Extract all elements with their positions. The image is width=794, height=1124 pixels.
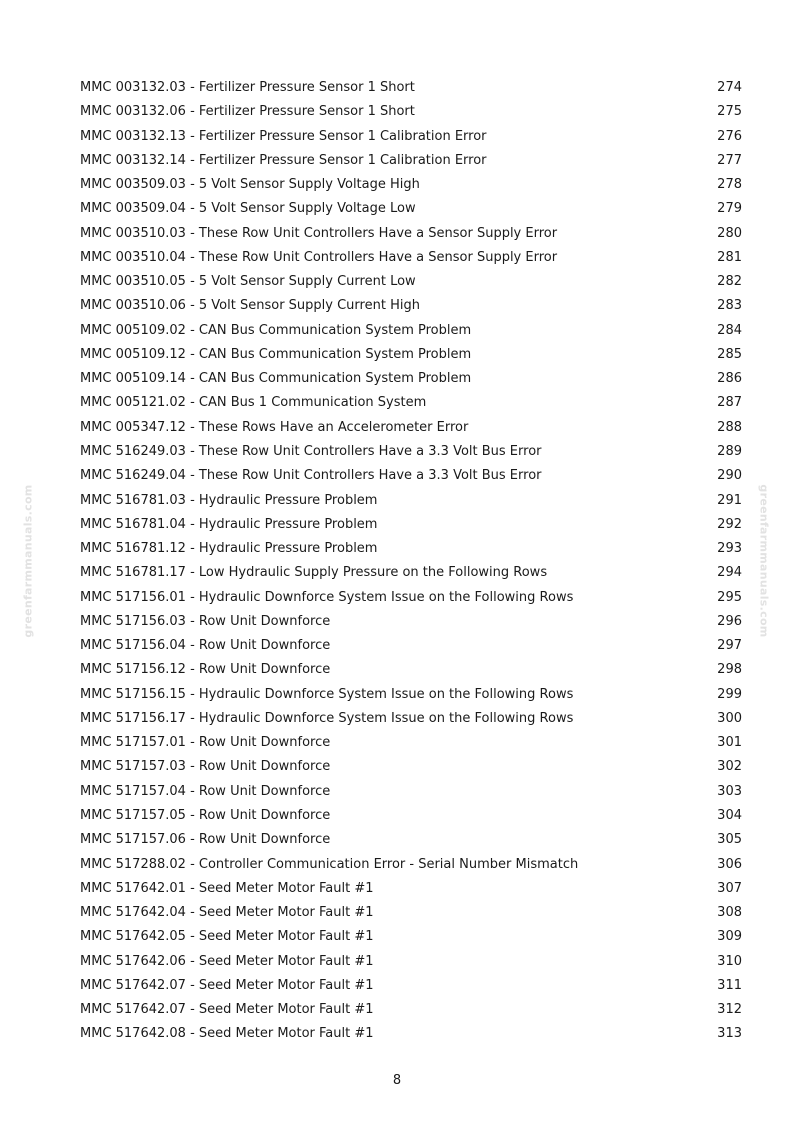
toc-entry-page: 305 xyxy=(717,832,742,848)
toc-entry[interactable] xyxy=(80,367,742,391)
toc-entry-title: MMC 517642.05 - Seed Meter Motor Fault #1 xyxy=(80,929,374,945)
toc-entry-title: MMC 003510.03 - These Row Unit Controllers Have a Sensor Supply Error xyxy=(80,225,558,241)
toc-entry-title: MMC 517642.07 - Seed Meter Motor Fault #1 xyxy=(80,1002,374,1018)
table-of-contents xyxy=(80,76,742,1047)
toc-entry-page: 285 xyxy=(717,346,742,362)
toc-entry[interactable] xyxy=(80,561,742,585)
toc-entry[interactable] xyxy=(80,76,742,100)
toc-entry-title: MMC 517156.03 - Row Unit Downforce xyxy=(80,613,331,629)
toc-entry-title: MMC 516249.04 - These Row Unit Controllers Have a 3.3 Volt Bus Error xyxy=(80,468,542,484)
toc-entry-title: MMC 003132.03 - Fertilizer Pressure Sensor 1 Short xyxy=(80,80,415,95)
toc-entry[interactable] xyxy=(80,270,742,294)
toc-entry[interactable] xyxy=(80,610,742,634)
toc-entry-page: 293 xyxy=(717,541,742,557)
toc-entry-title: MMC 517157.03 - Row Unit Downforce xyxy=(80,759,331,775)
toc-entry-title: MMC 517156.04 - Row Unit Downforce xyxy=(80,638,331,654)
toc-entry[interactable] xyxy=(80,755,742,779)
toc-entry-title: MMC 005109.12 - CAN Bus Communication System Problem xyxy=(80,346,472,362)
toc-entry-page: 311 xyxy=(717,977,742,993)
toc-entry[interactable] xyxy=(80,877,742,901)
toc-entry[interactable] xyxy=(80,804,742,828)
toc-entry[interactable] xyxy=(80,1022,742,1046)
toc-entry[interactable] xyxy=(80,998,742,1022)
toc-entry[interactable] xyxy=(80,100,742,124)
toc-entry-page: 294 xyxy=(717,565,742,581)
toc-entry[interactable] xyxy=(80,440,742,464)
toc-entry-page: 300 xyxy=(717,710,742,726)
toc-entry-page: 310 xyxy=(717,953,742,969)
toc-entry-page: 301 xyxy=(717,735,742,751)
toc-entry-title: MMC 003132.14 - Fertilizer Pressure Sensor 1 Calibration Error xyxy=(80,152,487,168)
toc-entry-page: 309 xyxy=(717,929,742,945)
toc-entry-page: 280 xyxy=(717,225,742,241)
toc-entry-title: MMC 005109.02 - CAN Bus Communication System Problem xyxy=(80,322,472,338)
toc-entry[interactable] xyxy=(80,197,742,221)
toc-entry-page: 295 xyxy=(717,589,742,605)
toc-entry[interactable] xyxy=(80,537,742,561)
toc-entry-title: MMC 516249.03 - These Row Unit Controllers Have a 3.3 Volt Bus Error xyxy=(80,443,542,459)
toc-entry-title: MMC 517642.07 - Seed Meter Motor Fault #1 xyxy=(80,977,374,993)
page-number: 8 xyxy=(392,1073,402,1088)
toc-entry-title: MMC 003509.04 - 5 Volt Sensor Supply Voltage Low xyxy=(80,201,416,217)
toc-entry-page: 313 xyxy=(717,1026,742,1042)
toc-entry[interactable] xyxy=(80,780,742,804)
toc-entry-title: MMC 516781.03 - Hydraulic Pressure Problem xyxy=(80,492,378,508)
toc-entry[interactable] xyxy=(80,683,742,707)
toc-entry-title: MMC 517288.02 - Controller Communication Error - Serial Number Mismatch xyxy=(80,856,579,872)
toc-entry-title: MMC 003132.13 - Fertilizer Pressure Sensor 1 Calibration Error xyxy=(80,128,487,144)
toc-entry-title: MMC 517642.01 - Seed Meter Motor Fault #1 xyxy=(80,880,374,896)
toc-entry-page: 303 xyxy=(717,783,742,799)
toc-entry-page: 298 xyxy=(717,662,742,678)
toc-entry[interactable] xyxy=(80,586,742,610)
toc-entry[interactable] xyxy=(80,925,742,949)
toc-entry-page: 296 xyxy=(717,613,742,629)
toc-entry-title: MMC 003510.06 - 5 Volt Sensor Supply Current High xyxy=(80,298,420,314)
toc-entry-title: MMC 005109.14 - CAN Bus Communication System Problem xyxy=(80,371,472,387)
toc-entry[interactable] xyxy=(80,707,742,731)
toc-entry-title: MMC 517642.08 - Seed Meter Motor Fault #1 xyxy=(80,1026,374,1042)
toc-entry[interactable] xyxy=(80,731,742,755)
toc-entry[interactable] xyxy=(80,246,742,270)
toc-entry-page: 290 xyxy=(717,468,742,484)
toc-entry-page: 279 xyxy=(717,201,742,217)
toc-entry[interactable] xyxy=(80,294,742,318)
toc-entry[interactable] xyxy=(80,513,742,537)
toc-entry-title: MMC 517642.06 - Seed Meter Motor Fault #1 xyxy=(80,953,374,969)
toc-entry[interactable] xyxy=(80,391,742,415)
toc-entry-page: 302 xyxy=(717,759,742,775)
toc-entry-page: 281 xyxy=(717,249,742,265)
toc-entry[interactable] xyxy=(80,489,742,513)
toc-entry-page: 276 xyxy=(717,128,742,144)
toc-entry-title: MMC 516781.04 - Hydraulic Pressure Problem xyxy=(80,516,378,532)
toc-entry-page: 308 xyxy=(717,905,742,921)
toc-entry-page: 274 xyxy=(717,80,742,95)
toc-entry-page: 284 xyxy=(717,322,742,338)
toc-entry-page: 288 xyxy=(717,419,742,435)
toc-entry-title: MMC 517156.17 - Hydraulic Downforce System Issue on the Following Rows xyxy=(80,710,574,726)
toc-entry[interactable] xyxy=(80,950,742,974)
toc-entry[interactable] xyxy=(80,464,742,488)
watermark-left-text: greenfarmmanuals.com xyxy=(21,484,35,638)
toc-entry-page: 306 xyxy=(717,856,742,872)
toc-entry-title: MMC 005121.02 - CAN Bus 1 Communication System xyxy=(80,395,427,411)
toc-entry-title: MMC 517157.01 - Row Unit Downforce xyxy=(80,735,331,751)
toc-entry-page: 307 xyxy=(717,880,742,896)
toc-entry[interactable] xyxy=(80,222,742,246)
toc-entry-title: MMC 003509.03 - 5 Volt Sensor Supply Voltage High xyxy=(80,177,420,193)
toc-entry[interactable] xyxy=(80,343,742,367)
toc-entry-title: MMC 517156.15 - Hydraulic Downforce System Issue on the Following Rows xyxy=(80,686,574,702)
toc-entry-page: 299 xyxy=(717,686,742,702)
toc-entry-page: 312 xyxy=(717,1002,742,1018)
toc-entry-page: 291 xyxy=(717,492,742,508)
toc-entry[interactable] xyxy=(80,658,742,682)
toc-entry-title: MMC 003510.05 - 5 Volt Sensor Supply Current Low xyxy=(80,274,416,290)
toc-entry[interactable] xyxy=(80,974,742,998)
toc-entry-page: 304 xyxy=(717,807,742,823)
toc-entry-title: MMC 517157.04 - Row Unit Downforce xyxy=(80,783,331,799)
toc-entry-page: 287 xyxy=(717,395,742,411)
toc-entry-page: 275 xyxy=(717,104,742,120)
watermark-right-text: greenfarmmanuals.com xyxy=(757,484,771,638)
toc-entry-page: 292 xyxy=(717,516,742,532)
toc-entry[interactable] xyxy=(80,125,742,149)
toc-entry[interactable] xyxy=(80,828,742,852)
toc-entry[interactable] xyxy=(80,149,742,173)
toc-entry-title: MMC 003132.06 - Fertilizer Pressure Sensor 1 Short xyxy=(80,104,415,120)
toc-entry-title: MMC 516781.17 - Low Hydraulic Supply Pressure on the Following Rows xyxy=(80,565,548,581)
toc-entry-title: MMC 516781.12 - Hydraulic Pressure Problem xyxy=(80,541,378,557)
toc-entry[interactable] xyxy=(80,853,742,877)
toc-entry-page: 283 xyxy=(717,298,742,314)
toc-entry[interactable] xyxy=(80,634,742,658)
toc-entry-title: MMC 517157.05 - Row Unit Downforce xyxy=(80,807,331,823)
toc-entry[interactable] xyxy=(80,319,742,343)
toc-entry-page: 278 xyxy=(717,177,742,193)
toc-entry-title: MMC 005347.12 - These Rows Have an Accelerometer Error xyxy=(80,419,469,435)
toc-entry-page: 297 xyxy=(717,638,742,654)
toc-entry[interactable] xyxy=(80,173,742,197)
toc-entry-page: 289 xyxy=(717,443,742,459)
toc-entry-title: MMC 003510.04 - These Row Unit Controllers Have a Sensor Supply Error xyxy=(80,249,558,265)
toc-entry-title: MMC 517157.06 - Row Unit Downforce xyxy=(80,832,331,848)
toc-entry[interactable] xyxy=(80,416,742,440)
toc-entry-page: 277 xyxy=(717,152,742,168)
toc-entry[interactable] xyxy=(80,901,742,925)
toc-entry-page: 282 xyxy=(717,274,742,290)
toc-entry-page: 286 xyxy=(717,371,742,387)
toc-entry-title: MMC 517642.04 - Seed Meter Motor Fault #1 xyxy=(80,905,374,921)
toc-entry-title: MMC 517156.12 - Row Unit Downforce xyxy=(80,662,331,678)
toc-entry-title: MMC 517156.01 - Hydraulic Downforce System Issue on the Following Rows xyxy=(80,589,574,605)
